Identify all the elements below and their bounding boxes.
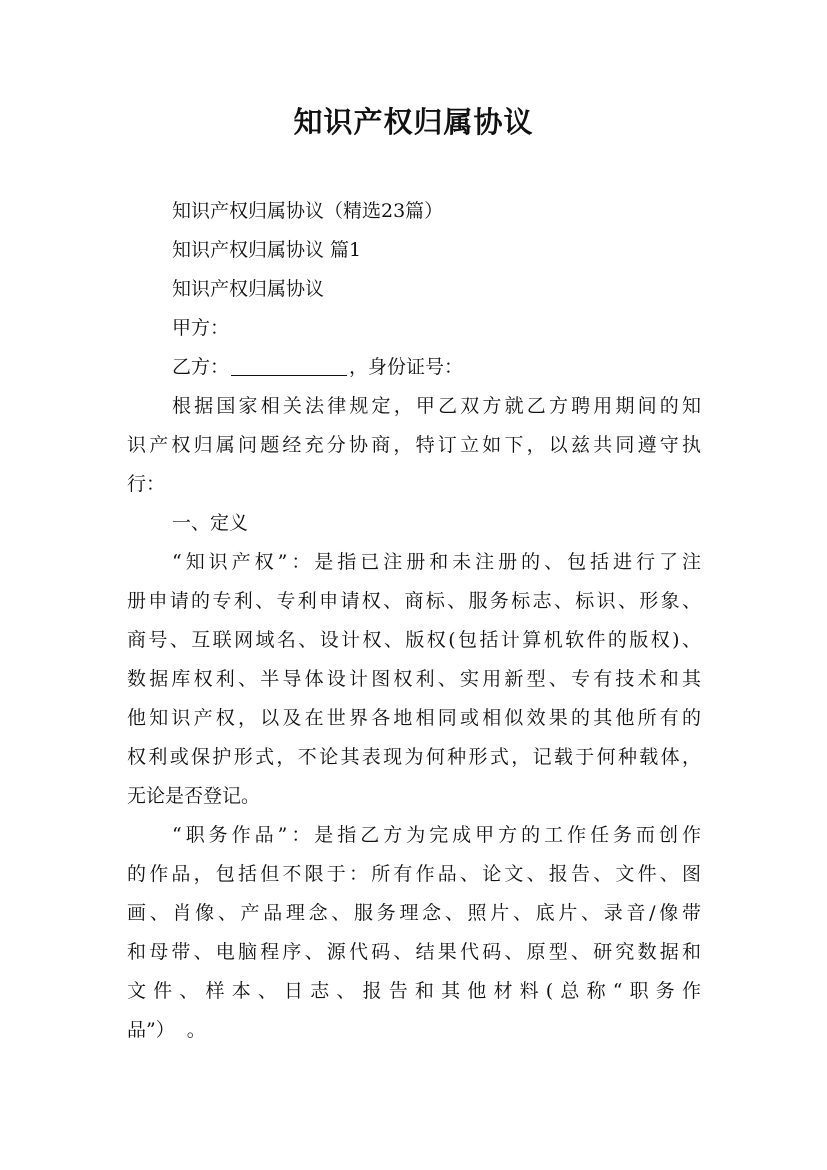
party-b-label: 乙方： xyxy=(172,356,230,378)
doc-heading: 知识产权归属协议 xyxy=(172,278,325,300)
party-b-line xyxy=(172,348,463,386)
preamble-line: 行： xyxy=(127,473,166,495)
preamble-line: 根据国家相关法律规定，甲乙双方就乙方聘用期间的知 xyxy=(172,395,701,417)
part-heading: 知识产权归属协议 篇1 xyxy=(172,239,362,261)
work-definition-line: “职务作品”：是指乙方为完成甲方的工作任务而创作 xyxy=(172,824,701,846)
work-definition-line: 和母带、电脑程序、源代码、结果代码、原型、研究数据和 xyxy=(127,941,701,963)
ip-definition-line: 数据库权利、半导体设计图权利、实用新型、专有技术和其 xyxy=(127,668,701,690)
work-definition-line: 画、肖像、产品理念、服务理念、照片、底片、录音/像带 xyxy=(127,902,701,924)
preamble-line: 识产权归属问题经充分协商，特订立如下，以兹共同遵守执 xyxy=(127,434,701,456)
party-b-blank xyxy=(231,355,347,376)
ip-definition-line: 商号、互联网域名、设计权、版权(包括计算机软件的版权)、 xyxy=(127,629,701,651)
work-definition-line: 的作品，包括但不限于：所有作品、论文、报告、文件、图 xyxy=(127,863,701,885)
ip-definition-line: 权利或保护形式，不论其表现为何种形式，记载于何种载体， xyxy=(127,746,701,768)
work-definition-line: 文件、样本、日志、报告和其他材料(总称“职务作 xyxy=(127,980,701,1002)
section-heading: 一、定义 xyxy=(172,512,249,534)
party-a-label: 甲方： xyxy=(172,317,230,339)
id-label: ，身份证号： xyxy=(349,356,464,378)
ip-definition-line: 他知识产权，以及在世界各地相同或相似效果的其他所有的 xyxy=(127,707,701,729)
subtitle: 知识产权归属协议（精选23篇） xyxy=(172,200,444,222)
ip-definition-line: “知识产权”：是指已注册和未注册的、包括进行了注 xyxy=(172,551,701,573)
document-title: 知识产权归属协议 xyxy=(293,105,534,139)
ip-definition-line: 无论是否登记。 xyxy=(127,785,261,807)
ip-definition-line: 册申请的专利、专利申请权、商标、服务标志、标识、形象、 xyxy=(127,590,701,612)
work-definition-line: 品”） 。 xyxy=(127,1019,206,1041)
